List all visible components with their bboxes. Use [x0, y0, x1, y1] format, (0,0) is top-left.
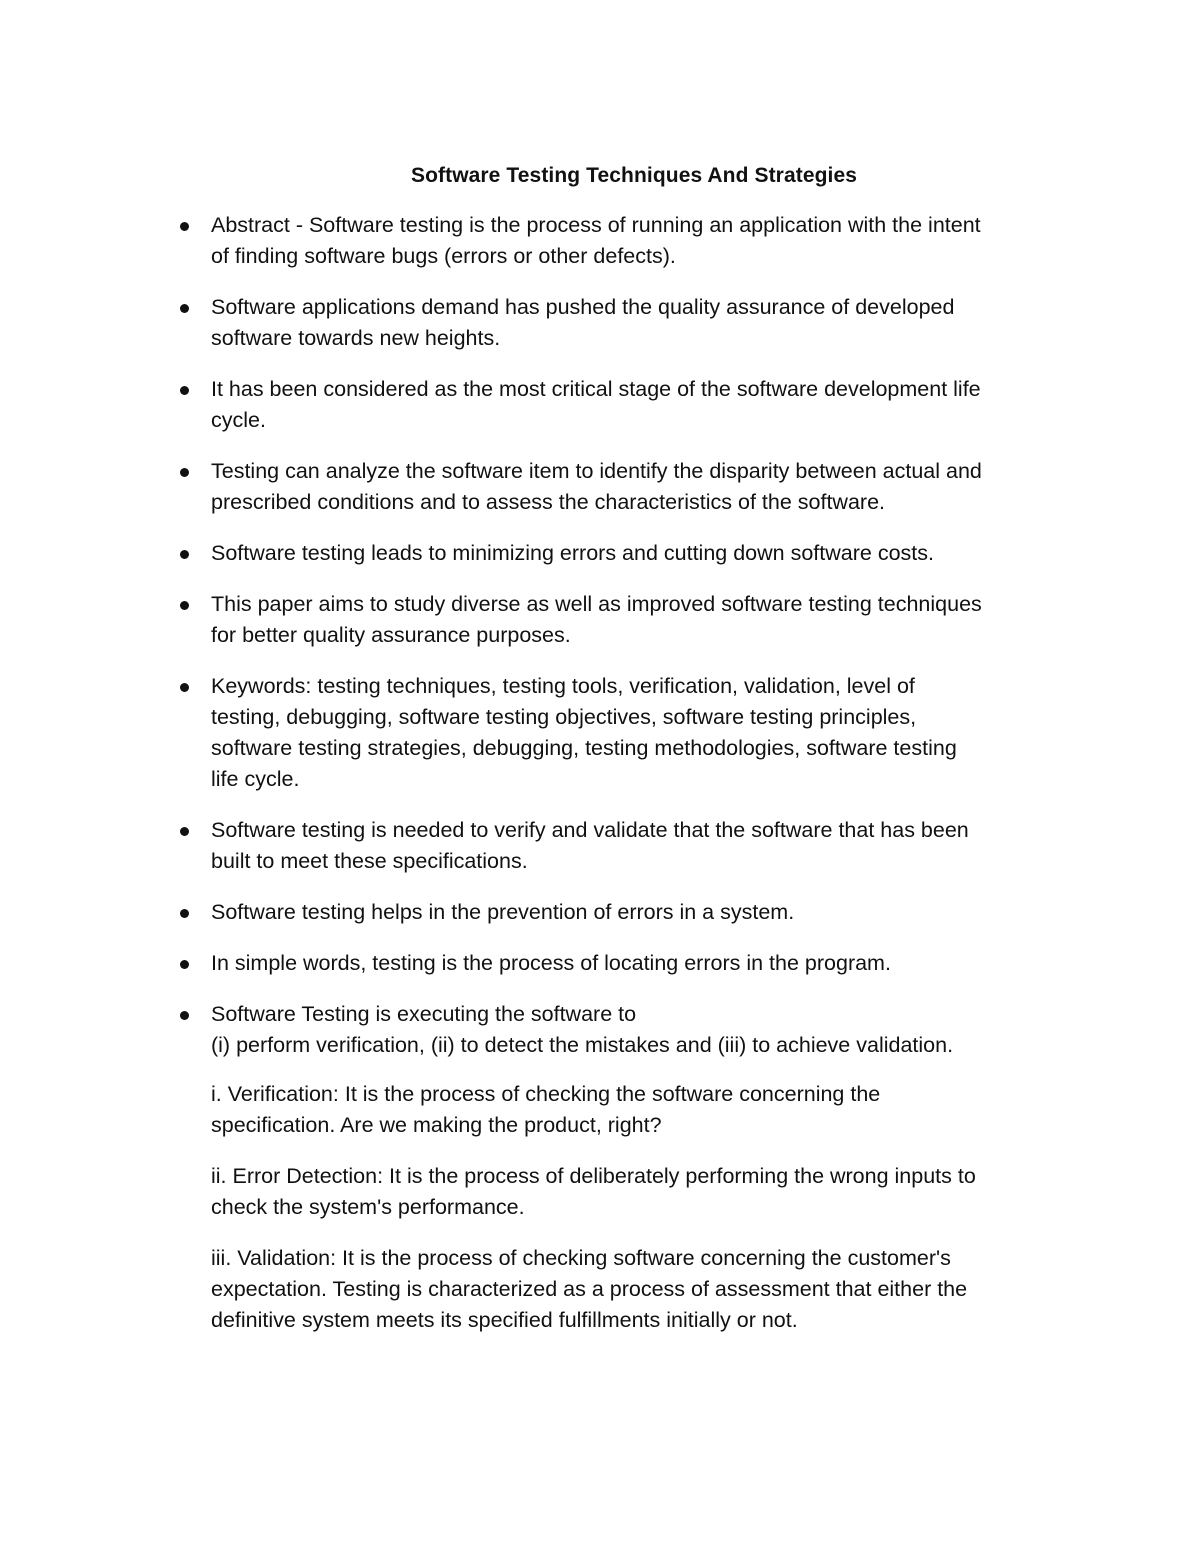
text-line: testing, debugging, software testing objectives, software testing principles,: [211, 705, 917, 729]
text-line: for better quality assurance purposes.: [211, 623, 571, 647]
bullet-dot-icon: [180, 960, 189, 969]
list-item: [0, 589, 1200, 651]
document-title: Software Testing Techniques And Strategies: [410, 164, 858, 187]
bullet-dot-icon: [180, 827, 189, 836]
text-line: software testing strategies, debugging, testing methodologies, software testing: [211, 736, 957, 760]
text-line: Software testing is needed to verify and validate that the software that has been: [211, 818, 969, 842]
text-line: iii. Validation: It is the process of checking software concerning the customer's: [211, 1246, 951, 1270]
text-line: Keywords: testing techniques, testing tools, verification, validation, level of: [211, 674, 915, 698]
text-line: life cycle.: [211, 767, 300, 791]
bullet-dot-icon: [180, 550, 189, 559]
list-item: [0, 671, 1200, 795]
list-item: [0, 292, 1200, 354]
text-line: of finding software bugs (errors or other defects).: [211, 244, 676, 268]
text-line: built to meet these specifications.: [211, 849, 528, 873]
text-line: prescribed conditions and to assess the characteristics of the software.: [211, 490, 886, 514]
text-line: Software applications demand has pushed the quality assurance of developed: [211, 295, 955, 319]
text-line: (i) perform verification, (ii) to detect the mistakes and (iii) to achieve validation.: [211, 1033, 954, 1057]
text-line: Testing can analyze the software item to identify the disparity between actual and: [211, 459, 982, 483]
list-item: [0, 948, 1200, 979]
sub-paragraph-verification: [0, 1079, 1200, 1141]
bullet-dot-icon: [180, 601, 189, 610]
sub-paragraph-error-detection: [0, 1161, 1200, 1223]
list-item: [0, 999, 1200, 1061]
bullet-dot-icon: [180, 683, 189, 692]
bullet-dot-icon: [180, 386, 189, 395]
list-item: [0, 815, 1200, 877]
bullet-dot-icon: [180, 222, 189, 231]
text-line: Software testing helps in the prevention of errors in a system.: [211, 900, 795, 924]
list-item: [0, 538, 1200, 569]
list-item: [0, 210, 1200, 272]
text-line: check the system's performance.: [211, 1195, 525, 1219]
text-line: cycle.: [211, 408, 266, 432]
text-line: Abstract - Software testing is the process of running an application with the intent: [211, 213, 981, 237]
text-line: Software testing leads to minimizing errors and cutting down software costs.: [211, 541, 934, 565]
list-item: [0, 374, 1200, 436]
text-line: expectation. Testing is characterized as a process of assessment that either the: [211, 1277, 968, 1301]
text-line: i. Verification: It is the process of checking the software concerning the: [211, 1082, 881, 1106]
sub-paragraph-list: [0, 1079, 1200, 1356]
list-item: [0, 456, 1200, 518]
bullet-list: [0, 210, 1200, 1081]
text-line: Software Testing is executing the software to: [211, 1002, 637, 1026]
text-line: specification. Are we making the product, right?: [211, 1113, 662, 1137]
bullet-dot-icon: [180, 909, 189, 918]
text-line: ii. Error Detection: It is the process of deliberately performing the wrong inputs to: [211, 1164, 976, 1188]
bullet-dot-icon: [180, 1011, 189, 1020]
bullet-dot-icon: [180, 468, 189, 477]
text-line: software towards new heights.: [211, 326, 501, 350]
text-line: This paper aims to study diverse as well as improved software testing techniques: [211, 592, 982, 616]
text-line: definitive system meets its specified fulfillments initially or not.: [211, 1308, 798, 1332]
text-line: It has been considered as the most critical stage of the software development life: [211, 377, 981, 401]
text-line: In simple words, testing is the process of locating errors in the program.: [211, 951, 891, 975]
sub-paragraph-validation: [0, 1243, 1200, 1336]
list-item: [0, 897, 1200, 928]
bullet-dot-icon: [180, 304, 189, 313]
